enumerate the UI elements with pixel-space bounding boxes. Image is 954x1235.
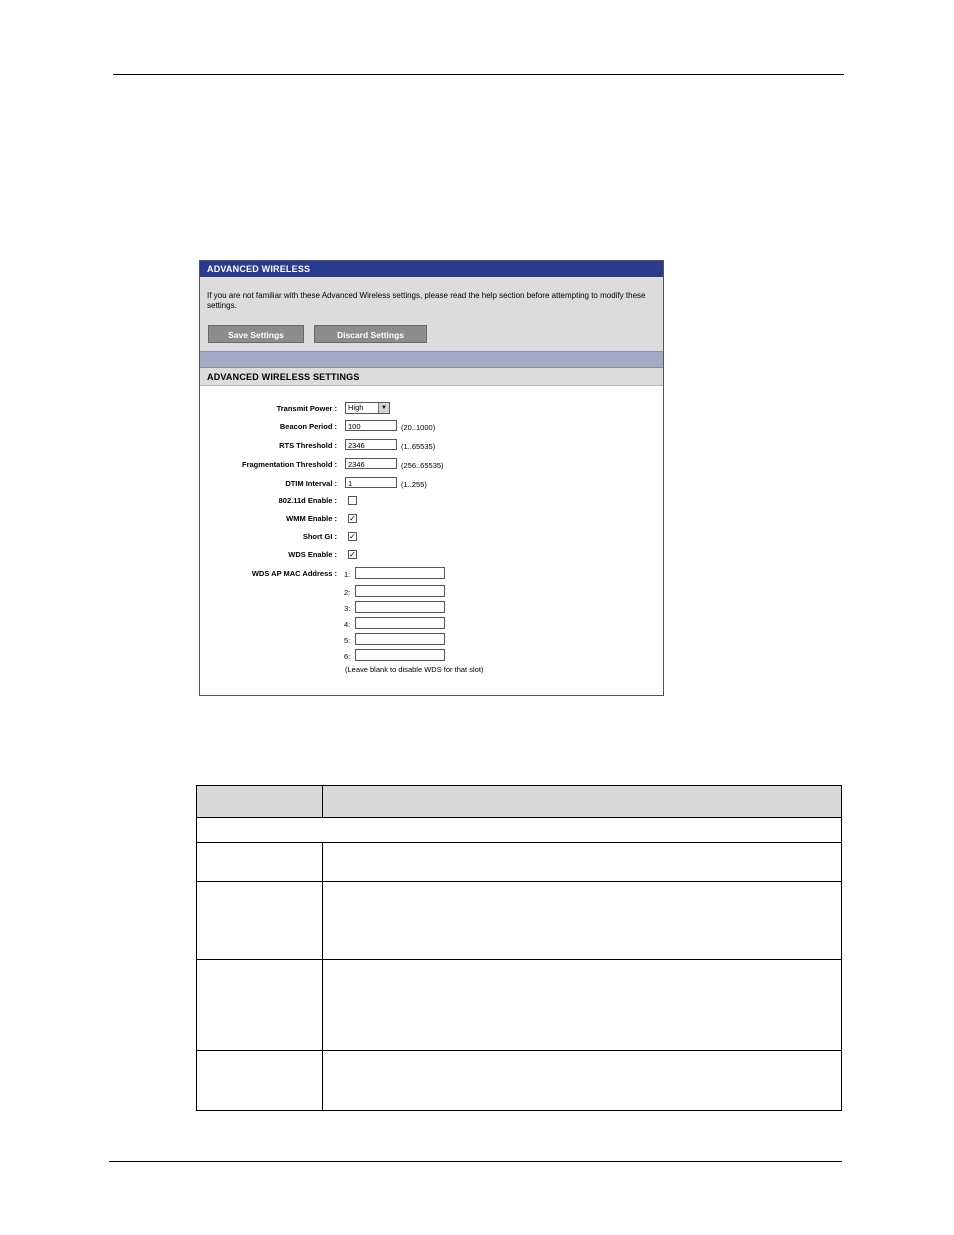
mac-slot-input[interactable] bbox=[355, 649, 445, 661]
wds-enable-label: WDS Enable : bbox=[288, 550, 337, 559]
bottom-rule bbox=[109, 1161, 842, 1162]
table-column-divider bbox=[322, 842, 323, 1111]
dtim-interval-label: DTIM Interval : bbox=[285, 479, 337, 488]
rts-threshold-range: (1..65535) bbox=[401, 442, 436, 451]
field-table bbox=[196, 785, 842, 1111]
mac-slot-number: 5: bbox=[344, 636, 351, 645]
discard-settings-button[interactable]: Discard Settings bbox=[314, 325, 427, 343]
mac-slot-number: 1: bbox=[344, 570, 351, 579]
d11-enable-checkbox[interactable] bbox=[348, 496, 357, 505]
mac-slot-number: 6: bbox=[344, 652, 351, 661]
rts-threshold-label: RTS Threshold : bbox=[279, 441, 337, 450]
top-rule bbox=[113, 74, 844, 75]
mac-slot-input[interactable] bbox=[355, 567, 445, 579]
short-gi-label: Short GI : bbox=[302, 532, 337, 541]
beacon-period-input[interactable]: 100 bbox=[345, 420, 397, 431]
rts-threshold-input[interactable]: 2346 bbox=[345, 439, 397, 450]
wmm-enable-label: WMM Enable : bbox=[286, 514, 337, 523]
intro-text: If you are not familiar with these Advanced Wireless settings, please read the help section before attempting to modify these settings. bbox=[207, 291, 646, 310]
transmit-power-value: High bbox=[348, 403, 364, 412]
chevron-down-icon[interactable]: ▼ bbox=[378, 403, 389, 413]
mac-slot-number: 3: bbox=[344, 604, 351, 613]
transmit-power-label: Transmit Power : bbox=[276, 404, 337, 413]
beacon-period-label: Beacon Period : bbox=[279, 422, 337, 431]
advanced-wireless-panel bbox=[199, 260, 664, 696]
d11-enable-label: 802.11d Enable : bbox=[278, 496, 337, 505]
mac-slot-number: 2: bbox=[344, 588, 351, 597]
mac-slot-input[interactable] bbox=[355, 601, 445, 613]
table-divider bbox=[196, 881, 842, 882]
mac-slot-input[interactable] bbox=[355, 617, 445, 629]
table-divider bbox=[196, 959, 842, 960]
dtim-interval-input[interactable]: 1 bbox=[345, 477, 397, 488]
table-column-divider bbox=[322, 785, 323, 817]
fragmentation-threshold-input[interactable]: 2346 bbox=[345, 458, 397, 469]
wds-note: (Leave blank to disable WDS for that slot) bbox=[345, 665, 484, 674]
save-settings-button[interactable]: Save Settings bbox=[208, 325, 304, 343]
transmit-power-select[interactable] bbox=[345, 402, 390, 414]
mac-slot-number: 4: bbox=[344, 620, 351, 629]
short-gi-checkbox[interactable]: ✓ bbox=[349, 532, 356, 541]
wds-mac-label: WDS AP MAC Address : bbox=[251, 569, 337, 578]
mac-slot-input[interactable] bbox=[355, 633, 445, 645]
section-title: ADVANCED WIRELESS SETTINGS bbox=[200, 367, 663, 386]
wmm-enable-checkbox[interactable]: ✓ bbox=[349, 514, 356, 523]
beacon-period-range: (20..1000) bbox=[401, 423, 436, 432]
divider-bar bbox=[200, 351, 663, 367]
table-divider bbox=[196, 1050, 842, 1051]
table-divider bbox=[196, 817, 842, 818]
fragmentation-threshold-range: (256..65535) bbox=[401, 461, 444, 470]
intro-area bbox=[200, 277, 663, 351]
dtim-interval-range: (1..255) bbox=[401, 480, 427, 489]
wds-enable-checkbox[interactable]: ✓ bbox=[349, 550, 356, 559]
panel-header: ADVANCED WIRELESS bbox=[200, 261, 663, 277]
table-divider bbox=[196, 842, 842, 843]
mac-slot-input[interactable] bbox=[355, 585, 445, 597]
fragmentation-threshold-label: Fragmentation Threshold : bbox=[241, 460, 337, 469]
